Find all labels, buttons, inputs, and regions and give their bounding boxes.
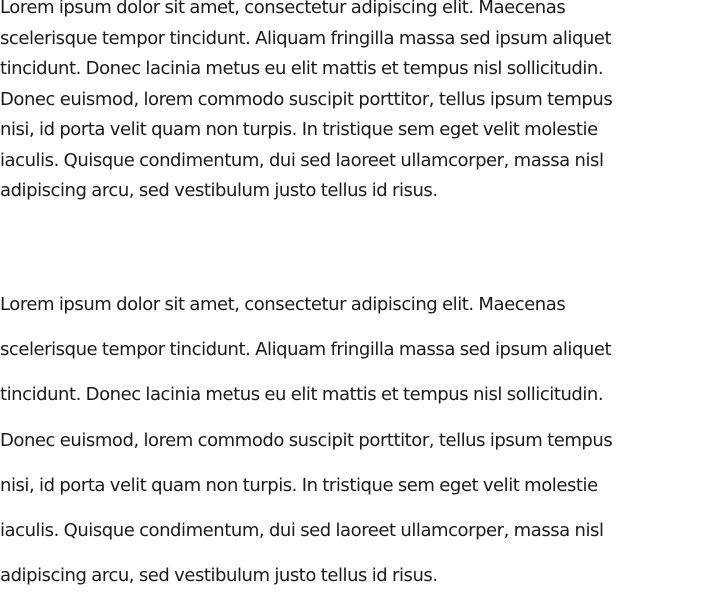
text-line: scelerisque tempor tincidunt. Aliquam fringilla massa sed ipsum aliquet [0,339,612,361]
text-line: tincidunt. Donec lacinia metus eu elit mattis et tempus nisl sollicitudin. [0,384,604,406]
text-line: iaculis. Quisque condimentum, dui sed laoreet ullamcorper, massa nisl [0,520,604,542]
text-line: tincidunt. Donec lacinia metus eu elit mattis et tempus nisl sollicitudin. [0,58,604,79]
text-line: Donec euismod, lorem commodo suscipit porttitor, tellus ipsum tempus [0,429,613,451]
text-line: Lorem ipsum dolor sit amet, consectetur adipiscing elit. Maecenas [0,0,566,18]
text-line: iaculis. Quisque condimentum, dui sed laoreet ullamcorper, massa nisl [0,149,604,171]
text-line: adipiscing arcu, sed vestibulum justo tellus id risus. [0,565,438,587]
text-line: nisi, id porta velit quam non turpis. In tristique sem eget velit molestie [0,474,598,496]
text-line: scelerisque tempor tincidunt. Aliquam fringilla massa sed ipsum aliquet [0,27,612,49]
text-line: Donec euismod, lorem commodo suscipit porttitor, tellus ipsum tempus [0,88,613,110]
paragraph-single-spaced [0,0,727,207]
text-line: adipiscing arcu, sed vestibulum justo tellus id risus. [0,180,438,201]
text-line: nisi, id porta velit quam non turpis. In tristique sem eget velit molestie [0,119,598,140]
paragraph-double-spaced [0,282,727,598]
text-line: Lorem ipsum dolor sit amet, consectetur adipiscing elit. Maecenas [0,294,566,315]
